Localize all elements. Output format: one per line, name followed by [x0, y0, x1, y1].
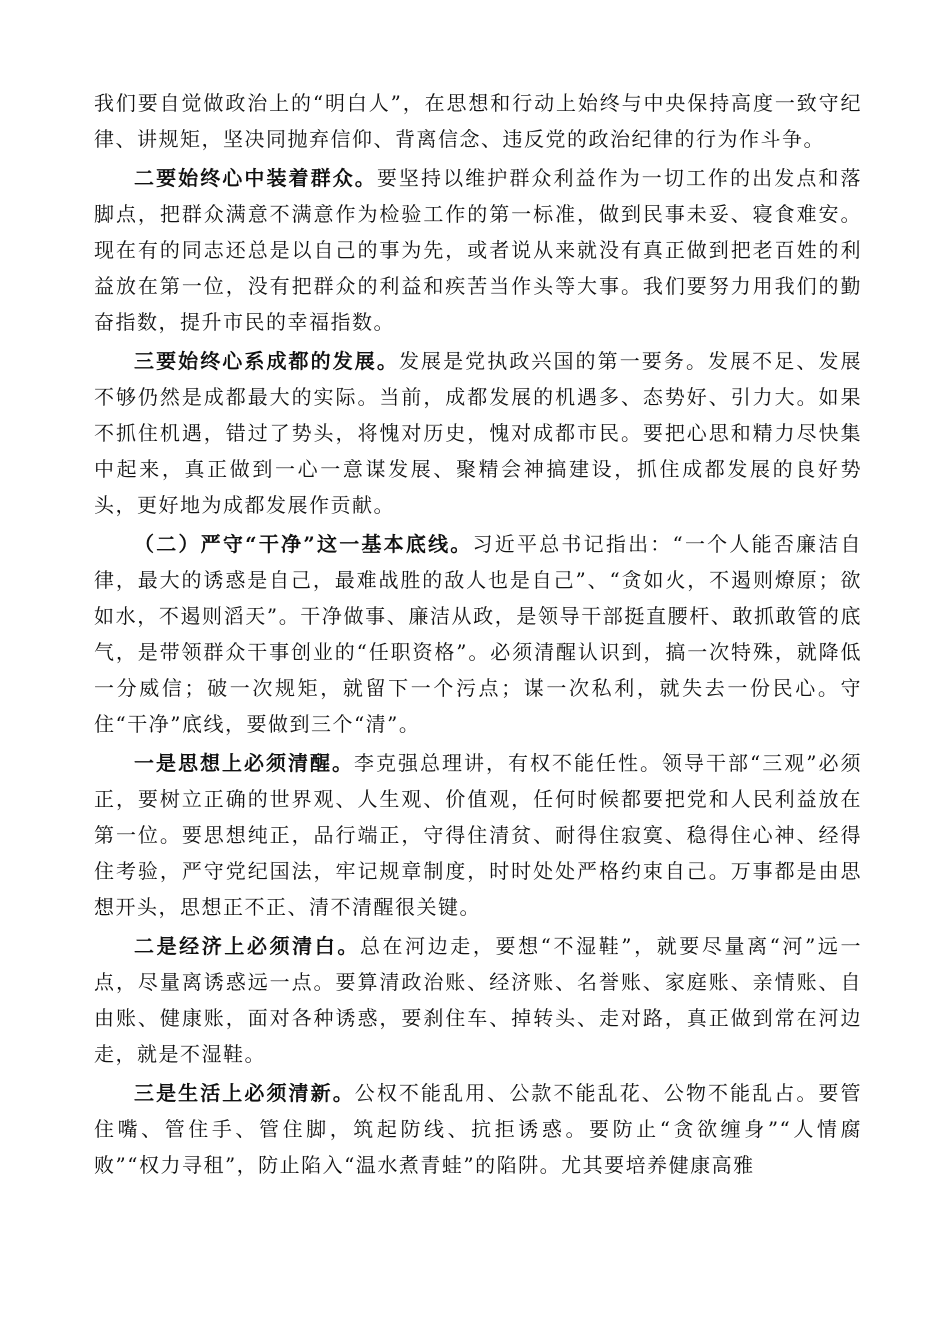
paragraph-text: 总在河边走，要想“不湿鞋”，就要尽量离“河”远一点，尽量离诱惑远一点。要算清政治账、经济账、名誉账、家庭账、亲情账、自由账、健康账，面对各种诱惑，要刹住车、掉转头、走对路，真正做到常在河边走，就是不湿鞋。	[94, 934, 862, 1066]
paragraph-lead: 二是经济上必须清白。	[134, 934, 360, 958]
paragraph-text: 要坚持以维护群众利益作为一切工作的出发点和落脚点，把群众满意不满意作为检验工作的第一标准，做到民事未妥、寝食难安。现在有的同志还总是以自己的事为先，或者说从来就没有真正做到把老百姓的利益放在第一位，没有把群众的利益和疾苦当作头等大事。我们要努力用我们的勤奋指数，提升市民的幸福指数。	[94, 166, 862, 334]
paragraph-chengdu-development	[94, 343, 862, 523]
paragraph-lead: 三要始终心系成都的发展。	[134, 349, 399, 373]
paragraph-text: 公权不能乱用、公款不能乱花、公物不能乱占。要管住嘴、管住手、管住脚，筑起防线、抗拒诱惑。要防止“贪欲缠身”“人情腐败”“权力寻租”，防止陷入“温水煮青蛙”的陷阱。尤其要培养健康高雅	[94, 1081, 862, 1177]
paragraph-clean-bottom-line	[94, 526, 862, 742]
paragraph-lead: 一是思想上必须清醒。	[134, 751, 355, 775]
paragraph-clean-economy	[94, 928, 862, 1072]
paragraph-lead: 三是生活上必须清新。	[134, 1081, 355, 1105]
paragraph-lead: （二）严守“干净”这一基本底线。	[134, 532, 473, 556]
paragraph-clear-thinking	[94, 745, 862, 925]
paragraph-text: 习近平总书记指出：“一个人能否廉洁自律，最大的诱惑是自己，最难战胜的敌人也是自己”、“贪如火，不遏则燎原；欲如水，不遏则滔天”。干净做事、廉洁从政，是领导干部挺直腰杆、敢抓敢管的底气，是带领群众干事创业的“任职资格”。必须清醒认识到，搞一次特殊，就降低一分威信；破一次规矩，就留下一个污点；谋一次私利，就失去一份民心。守住“干净”底线，要做到三个“清”。	[94, 532, 862, 736]
paragraph-text: 我们要自觉做政治上的“明白人”，在思想和行动上始终与中央保持高度一致守纪律、讲规矩，坚决同抛弃信仰、背离信念、违反党的政治纪律的行为作斗争。	[94, 91, 862, 151]
paragraph-serve-masses	[94, 160, 862, 340]
paragraph-fresh-life	[94, 1075, 862, 1183]
paragraph-text: 李克强总理讲，有权不能任性。领导干部“三观”必须正，要树立正确的世界观、人生观、价值观，任何时候都要把党和人民利益放在第一位。要思想纯正，品行端正，守得住清贫、耐得住寂寞、稳得住心神、经得住考验，严守党纪国法，牢记规章制度，时时处处严格约束自己。万事都是由思想开头，思想正不正、清不清醒很关键。	[94, 751, 862, 919]
paragraph-continuation	[94, 85, 862, 157]
paragraph-text: 发展是党执政兴国的第一要务。发展不足、发展不够仍然是成都最大的实际。当前，成都发展的机遇多、态势好、引力大。如果不抓住机遇，错过了势头，将愧对历史，愧对成都市民。要把心思和精力尽快集中起来，真正做到一心一意谋发展、聚精会神搞建设，抓住成都发展的良好势头，更好地为成都发展作贡献。	[94, 349, 862, 517]
paragraph-lead: 二要始终心中装着群众。	[134, 166, 377, 190]
document-page	[94, 85, 862, 1186]
